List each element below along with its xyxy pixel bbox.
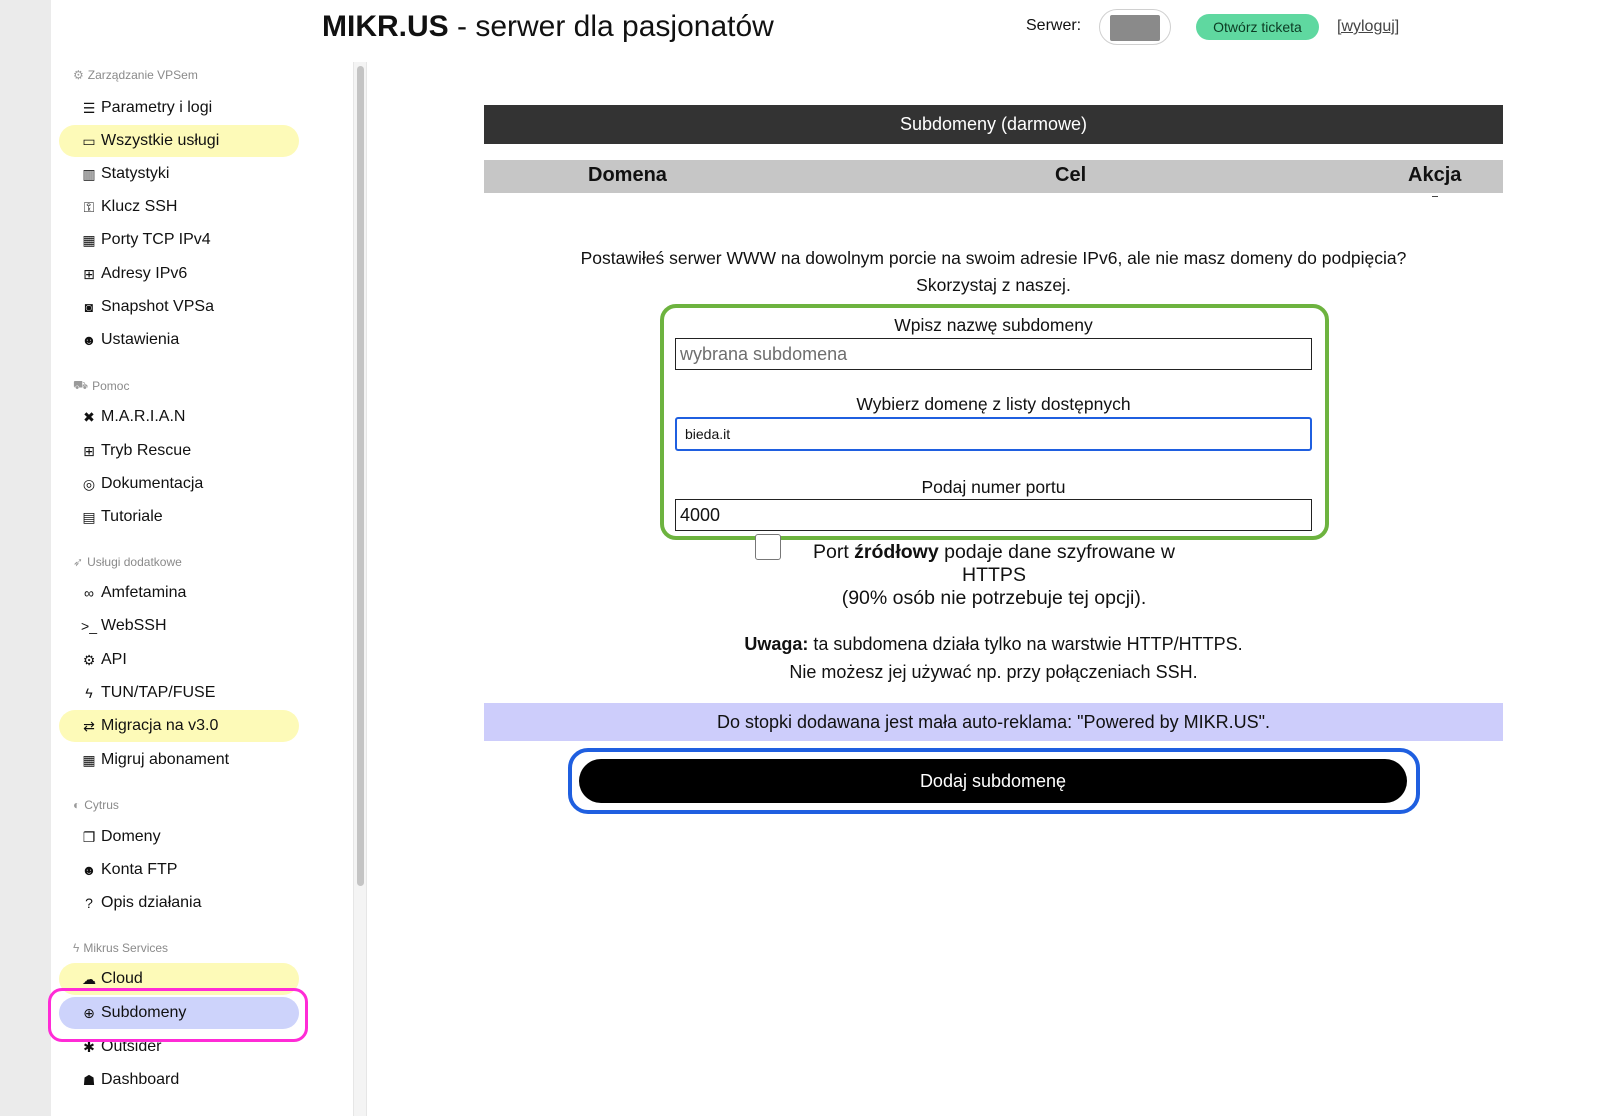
sidebar-item-parametry[interactable]: ☰ Parametry i logi bbox=[59, 92, 299, 124]
sidebar-item-tun-tap-fuse[interactable]: ϟ TUN/TAP/FUSE bbox=[59, 677, 299, 709]
tools-icon: ✖ bbox=[83, 408, 95, 425]
domain-select[interactable]: bieda.it bbox=[675, 417, 1312, 451]
sidebar-item-opis-dzialania[interactable]: ? Opis działania bbox=[59, 887, 299, 919]
truck-icon: ⛟ bbox=[73, 378, 89, 392]
sidebar-item-dokumentacja[interactable]: ◎ Dokumentacja bbox=[59, 468, 299, 500]
copy-icon: ❐ bbox=[82, 828, 96, 845]
sidebar-item-adresy-ipv6[interactable]: ⊞ Adresy IPv6 bbox=[59, 258, 299, 290]
robot-icon: ☗ bbox=[82, 1071, 96, 1088]
sidebar-item-wszystkie-uslugi[interactable]: ▭ Wszystkie usługi bbox=[59, 125, 299, 157]
intro-line-2: Skorzystaj z naszej. bbox=[916, 275, 1071, 295]
lemon-icon: ◐ bbox=[73, 798, 81, 812]
sidebar-item-marian[interactable]: ✖ M.A.R.I.A.N bbox=[59, 401, 299, 433]
https-checkbox[interactable] bbox=[755, 534, 781, 560]
intro-text bbox=[484, 245, 1503, 299]
network-icon: ▦ bbox=[82, 231, 96, 248]
sidebar-item-dashboard[interactable]: ☗ Dashboard bbox=[59, 1064, 299, 1096]
section-cytrus: ◐ Cytrus bbox=[73, 798, 119, 812]
sidebar-item-konta-ftp[interactable]: ☻ Konta FTP bbox=[59, 854, 299, 886]
server-select[interactable] bbox=[1099, 9, 1171, 45]
port-input[interactable] bbox=[675, 499, 1312, 531]
intro-line-1: Postawiłeś serwer WWW na dowolnym porcie na swoim adresie IPv6, ale nie masz domeny do podpięcia? bbox=[580, 248, 1407, 268]
rocket-icon: ➶ bbox=[73, 555, 84, 569]
section-pomoc: ⛟ Pomoc bbox=[73, 378, 130, 393]
empty-row-marker bbox=[1432, 196, 1438, 197]
page bbox=[51, 0, 1608, 1116]
camera-icon: ◙ bbox=[84, 299, 94, 315]
cloud-icon: ☁ bbox=[82, 970, 96, 987]
users-icon: ☻ bbox=[81, 862, 97, 878]
sidebar-item-migruj-abonament[interactable]: ▦ Migruj abonament bbox=[59, 744, 299, 776]
spider-icon: ✱ bbox=[83, 1038, 95, 1055]
section-vps-management: ⚙ Zarządzanie VPSem bbox=[73, 68, 198, 82]
sidebar-scrollbar-thumb[interactable] bbox=[357, 66, 364, 886]
open-ticket-button[interactable]: Otwórz ticketa bbox=[1196, 14, 1319, 40]
section-mikrus-services: ϟ Mikrus Services bbox=[73, 941, 169, 955]
active-item-highlight bbox=[48, 988, 308, 1042]
brand-tagline: - serwer dla pasjonatów bbox=[448, 10, 774, 43]
list-icon: ☰ bbox=[82, 99, 96, 116]
sidebar-item-outsider[interactable]: ✱ Outsider bbox=[59, 1031, 299, 1063]
table-title: Subdomeny (darmowe) bbox=[484, 105, 1503, 144]
https-option-line-1: Port źródłowy podaje dane szyfrowane w HTTPS bbox=[812, 541, 1176, 586]
globe-icon: ⊕ bbox=[83, 1004, 95, 1021]
notice-line-1: Uwaga: ta subdomena działa tylko na warstwie HTTP/HTTPS. bbox=[744, 634, 1243, 654]
table-column-headers bbox=[484, 160, 1503, 193]
gears-icon: ⚙ bbox=[73, 68, 84, 82]
calendar-icon: ▦ bbox=[82, 751, 96, 768]
people-arrows-icon: ⇄ bbox=[83, 717, 95, 734]
life-ring-icon: ◎ bbox=[82, 475, 96, 492]
sidebar-item-porty-tcp[interactable]: ▦ Porty TCP IPv4 bbox=[59, 224, 299, 256]
user-gear-icon: ☻ bbox=[81, 332, 97, 348]
column-cel: Cel bbox=[1055, 164, 1087, 186]
sidebar-item-tutoriale[interactable]: ▤ Tutoriale bbox=[59, 501, 299, 533]
sidebar-item-subdomeny[interactable]: ⊕ Subdomeny bbox=[59, 997, 299, 1029]
sidebar-item-domeny[interactable]: ❐ Domeny bbox=[59, 821, 299, 853]
sidebar-item-statystyki[interactable]: ▥ Statystyki bbox=[59, 158, 299, 190]
sidebar-scrollbar[interactable] bbox=[353, 62, 367, 1116]
sidebar-item-klucz-ssh[interactable]: ⚿ Klucz SSH bbox=[59, 191, 299, 223]
subdomain-label: Wpisz nazwę subdomeny bbox=[894, 315, 1093, 335]
section-uslugi-dodatkowe: ➶ Usługi dodatkowe bbox=[73, 555, 182, 569]
sidebar bbox=[51, 62, 351, 1116]
sitemap-icon: ⊞ bbox=[83, 265, 95, 282]
logout-link[interactable]: [wyloguj] bbox=[1337, 18, 1400, 35]
bolt-icon: ϟ bbox=[73, 941, 80, 955]
https-option-text bbox=[784, 541, 1204, 610]
medkit-icon: ⊞ bbox=[83, 442, 95, 459]
column-akcja: Akcja bbox=[1408, 164, 1462, 186]
https-option-line-2: (90% osób nie potrzebuje tej opcji). bbox=[841, 587, 1147, 609]
sidebar-item-migracja[interactable]: ⇄ Migracja na v3.0 bbox=[59, 710, 299, 742]
page-title bbox=[322, 10, 774, 44]
server-label: Serwer: bbox=[1026, 17, 1082, 34]
notice-line-2: Nie możesz jej używać np. przy połączeniach SSH. bbox=[789, 662, 1198, 682]
brand-name: MIKR.US bbox=[322, 10, 449, 43]
terminal-icon: >_ bbox=[81, 618, 97, 634]
sidebar-item-cloud[interactable]: ☁ Cloud bbox=[59, 963, 299, 995]
cogs-icon: ⚙ bbox=[82, 651, 96, 668]
sidebar-item-ustawienia[interactable]: ☻ Ustawienia bbox=[59, 324, 299, 356]
sidebar-item-webssh[interactable]: >_ WebSSH bbox=[59, 610, 299, 642]
ad-notice: Do stopki dodawana jest mała auto-reklama: "Powered by MIKR.US". bbox=[484, 703, 1503, 741]
domain-label: Wybierz domenę z listy dostępnych bbox=[856, 394, 1131, 414]
subdomain-input[interactable] bbox=[675, 338, 1312, 370]
add-subdomain-button[interactable]: Dodaj subdomenę bbox=[579, 759, 1407, 803]
film-icon: ▤ bbox=[82, 508, 96, 525]
question-icon: ? bbox=[85, 895, 93, 911]
sidebar-item-amfetamina[interactable]: ∞ Amfetamina bbox=[59, 577, 299, 609]
server-select-value bbox=[1110, 15, 1160, 41]
laptop-icon: ▭ bbox=[82, 132, 96, 149]
bolt-icon: ϟ bbox=[85, 685, 93, 701]
sidebar-item-snapshot[interactable]: ◙ Snapshot VPSa bbox=[59, 291, 299, 323]
chart-icon: ▥ bbox=[82, 165, 96, 182]
key-icon: ⚿ bbox=[83, 198, 95, 215]
column-domena: Domena bbox=[588, 164, 667, 186]
sidebar-item-api[interactable]: ⚙ API bbox=[59, 644, 299, 676]
port-label: Podaj numer portu bbox=[921, 477, 1066, 497]
notice-text bbox=[484, 630, 1503, 686]
sidebar-item-tryb-rescue[interactable]: ⊞ Tryb Rescue bbox=[59, 435, 299, 467]
binoculars-icon: ∞ bbox=[84, 585, 94, 601]
